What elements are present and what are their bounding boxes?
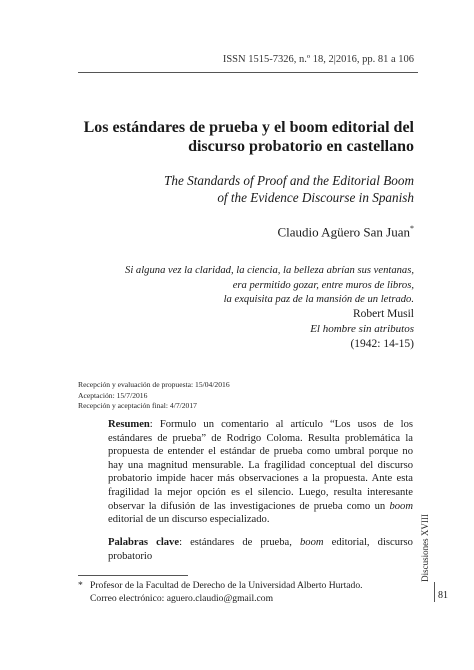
keywords-text: : estándares de prueba,: [179, 537, 300, 548]
article-title: [54, 118, 414, 156]
author-name: [277, 224, 414, 240]
epigraph-quote: [84, 264, 414, 308]
date-received: Recepción y evaluación de propuesta: 15/04/2016: [78, 380, 230, 389]
journal-side-label: Discusiones XVIII: [420, 514, 430, 582]
epigraph-year: (1942: 14-15): [350, 338, 414, 350]
author-footnote-mark[interactable]: *: [410, 224, 414, 233]
keywords-text-end: editorial, discurso probatorio: [108, 537, 413, 562]
footnote-rule: [78, 575, 188, 576]
abstract-label: Resumen: [108, 419, 150, 430]
footnote-mark: *: [78, 580, 83, 591]
article-subtitle: [54, 172, 414, 206]
abstract-text-end: editorial de un discurso especializado.: [108, 514, 270, 526]
submission-dates: [78, 380, 378, 412]
title-line: discurso probatorio en castellano: [188, 138, 414, 155]
date-final: Recepción y aceptación final: 4/7/2017: [78, 401, 197, 411]
epigraph-author: Robert Musil: [352, 308, 414, 320]
author-text: Claudio Agüero San Juan: [277, 224, 410, 240]
subtitle-line: of the Evidence Discourse in Spanish: [217, 190, 414, 205]
subtitle-line: The Standards of Proof and the Editorial Boom: [164, 173, 414, 188]
issn-header: ISSN 1515-7326, n.º 18, 2|2016, pp. 81 a 106: [222, 54, 414, 65]
header-rule: [78, 72, 418, 73]
side-rule: [434, 582, 435, 602]
epigraph-line: Si alguna vez la claridad, la ciencia, la belleza abrían sus ventanas,: [125, 265, 414, 276]
footnote-email[interactable]: Correo electrónico: aguero.claudio@gmail.com: [90, 592, 274, 604]
abstract-text: : Formulo un comentario al artículo “Los usos de los estándares de prueba” de Rodrigo Coloma. Resulta problemática la propuesta de entender el estándar de prueba como umbral porque no hay una magnitud mensurable. La fragilidad conceptual del discurso probatorio impide hacer más observaciones a la propuesta. Ante esta fragilidad la mejor opción es el silencio. Luego, resulta interesante observar la difusión de las investigaciones de prueba como un: [108, 419, 413, 512]
keywords: [108, 536, 413, 563]
abstract-italic-word: boom: [389, 500, 413, 512]
footnote-line: Profesor de la Facultad de Derecho de la Universidad Alberto Hurtado.: [90, 580, 363, 591]
epigraph-work: El hombre sin atributos: [310, 323, 414, 335]
epigraph-line: la exquisita paz de la mansión de un letrado.: [223, 294, 414, 305]
title-line: Los estándares de prueba y el boom editorial del: [83, 119, 414, 136]
page-number: 81: [438, 590, 448, 601]
author-footnote: [78, 580, 408, 606]
date-accepted: Aceptación: 15/7/2016: [78, 390, 148, 400]
keywords-label: Palabras clave: [108, 537, 180, 548]
keywords-italic-word: boom: [299, 537, 324, 548]
epigraph-line: era permitido gozar, entre muros de libros,: [232, 279, 414, 291]
abstract: [108, 418, 413, 527]
